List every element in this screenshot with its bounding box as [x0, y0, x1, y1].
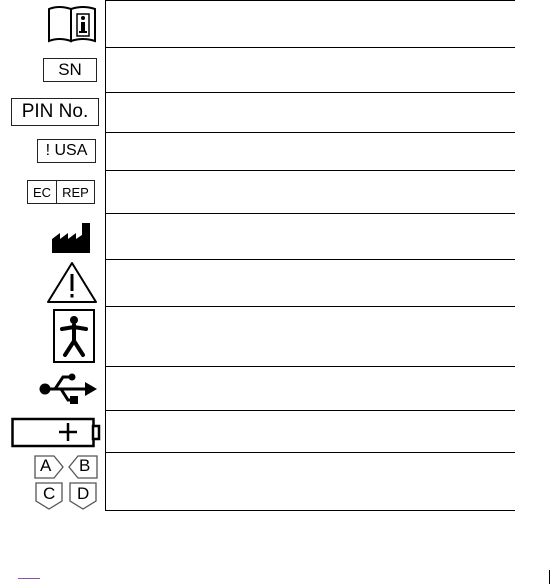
pin-number-label: PIN No.: [21, 101, 89, 122]
warning-triangle-icon: [46, 260, 98, 304]
manufacturer-icon: [52, 221, 96, 255]
usa-caution-label: ! USA: [45, 142, 88, 159]
port-d-label: D: [77, 484, 90, 503]
symbol-description: [106, 132, 515, 170]
symbol-description: [106, 47, 515, 92]
usa-caution-icon: [37, 139, 96, 163]
symbol-cell: [0, 47, 105, 92]
table-row: [0, 213, 515, 259]
table-row: [0, 170, 515, 213]
symbol-cell: [0, 259, 105, 306]
table-row-divider: [105, 510, 515, 511]
table-row: [0, 132, 515, 170]
port-a-label: A: [40, 456, 52, 475]
symbol-cell: [0, 0, 105, 47]
symbol-cell: [0, 170, 105, 213]
table-row: [0, 259, 515, 306]
battery-icon: [11, 416, 101, 448]
abcd-ports-icon: [34, 455, 98, 509]
footer-underline-mark: [18, 578, 40, 579]
symbol-description: [106, 259, 515, 306]
serial-number-icon: [43, 58, 97, 82]
symbol-cell: [0, 366, 105, 410]
symbol-cell: [0, 92, 105, 132]
symbol-cell: [0, 410, 105, 452]
symbol-description: [106, 366, 515, 410]
table-row: [0, 306, 515, 366]
port-b-label: B: [79, 456, 91, 475]
table-row: [0, 47, 515, 92]
symbol-description: [106, 0, 515, 47]
ec-label: EC: [32, 184, 52, 200]
symbol-cell: [0, 213, 105, 259]
table-row: [0, 366, 515, 410]
symbol-description: [106, 213, 515, 259]
symbol-cell: [0, 132, 105, 170]
symbol-cell: [0, 306, 105, 366]
page-edge-mark: [549, 570, 550, 584]
pin-number-icon: [11, 98, 99, 126]
usb-icon: [39, 372, 99, 404]
table-row: [0, 0, 515, 47]
instructions-info-icon: [47, 3, 97, 43]
ec-rep-icon: [27, 180, 95, 204]
table-row: [0, 410, 515, 452]
symbol-description: [106, 410, 515, 452]
rep-label: REP: [62, 184, 89, 200]
type-bf-applied-part-icon: [53, 309, 95, 363]
serial-number-label: SN: [58, 60, 82, 79]
symbol-description: [106, 306, 515, 366]
table-row: [0, 92, 515, 132]
table-row: [0, 452, 515, 510]
symbol-description: [106, 170, 515, 213]
symbol-cell: [0, 452, 105, 510]
port-c-label: C: [43, 484, 56, 503]
symbol-description: [106, 452, 515, 510]
symbol-description: [106, 92, 515, 132]
